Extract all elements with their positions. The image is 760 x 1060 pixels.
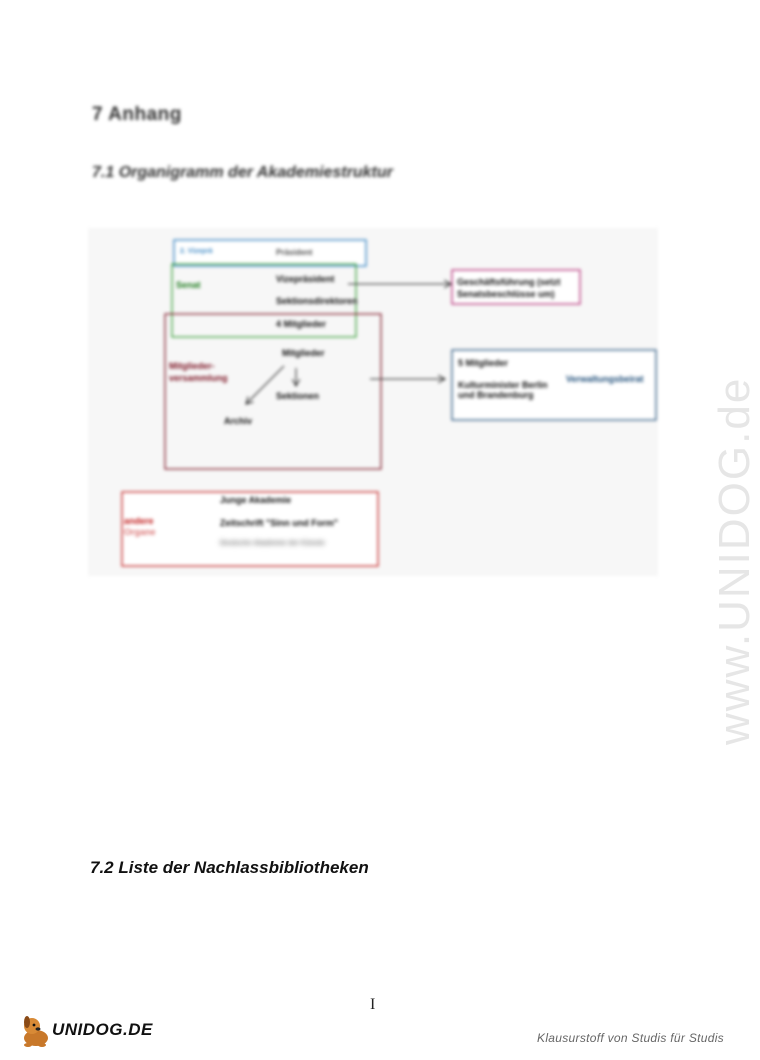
footer-tagline: Klausurstoff von Studis für Studis <box>537 1031 724 1045</box>
zeitschrift-label: Zeitschrift "Sinn und Form" <box>220 518 339 528</box>
geschaeftsfuehrung-label-1: Geschäftsführung (setzt <box>457 277 561 287</box>
organigram <box>88 228 658 576</box>
archiv-label: Archiv <box>224 416 253 426</box>
kulturminister-label-1: Kulturminister Berlin <box>458 380 548 390</box>
chapter-heading: 7 Anhang <box>92 104 182 125</box>
sektionsdirektoren-label: Sektionsdirektoren <box>276 296 358 306</box>
andere-organe-label-1: andere <box>124 516 154 526</box>
vizepraesident-label: Vizepräsident <box>276 274 335 284</box>
letzter-eintrag-label: Deutsche Akademie der Künste <box>220 540 325 547</box>
sektionen-label: Sektionen <box>276 391 320 401</box>
fuenf-mitglieder-label: 5 Mitglieder <box>458 358 509 368</box>
junge-akademie-label: Junge Akademie <box>220 495 292 505</box>
section-heading-nachlass: 7.2 Liste der Nachlassbibliotheken <box>90 858 369 877</box>
watermark: www.UNIDOG.de <box>710 376 759 745</box>
mitglieder-label: Mitglieder <box>282 348 325 358</box>
top-box-small-label: 2. Vizeprä <box>180 248 213 255</box>
mitgliederversammlung-label-2: versammlung <box>169 373 228 383</box>
mitgliederversammlung-label-1: Mitglieder- <box>169 361 215 371</box>
organigram-lines <box>88 228 658 576</box>
logo-text: UNIDOG.DE <box>52 1020 153 1039</box>
verwaltungsbeirat-label: Verwaltungsbeirat <box>566 374 644 384</box>
senat-label: Senat <box>176 280 201 290</box>
section-heading-organigram: 7.1 Organigramm der Akademiestruktur <box>92 164 393 181</box>
kulturminister-label-2: und Brandenburg <box>458 390 534 400</box>
geschaeftsfuehrung-label-2: Senatsbeschlüsse um) <box>457 289 555 299</box>
andere-organe-label-2: Organe <box>124 527 156 537</box>
praesident-label: Präsident <box>276 248 313 257</box>
vier-mitglieder-label: 4 Mitglieder <box>276 319 327 329</box>
page-number: I <box>370 996 376 1013</box>
